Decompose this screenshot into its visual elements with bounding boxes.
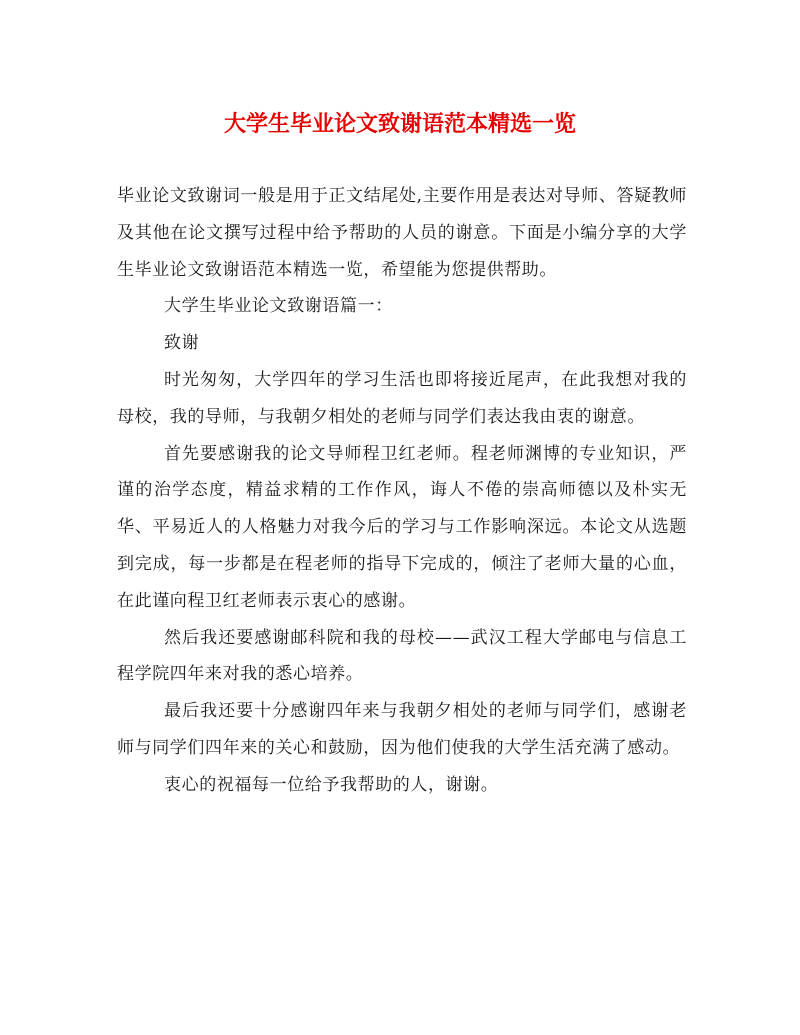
body-paragraph: 然后我还要感谢邮科院和我的母校——武汉工程大学邮电与信息工程学院四年来对我的悉心培养。: [117, 627, 687, 685]
section-heading: 大学生毕业论文致谢语篇一：: [164, 296, 393, 317]
intro-paragraph: 毕业论文致谢词一般是用于正文结尾处,主要作用是表达对导师、答疑教师及其他在论文撰写过程中给予帮助的人员的谢意。下面是小编分享的大学生毕业论文致谢语范本精选一览，希望能为您提供帮助。: [117, 186, 687, 280]
document-title: 大学生毕业论文致谢语范本精选一览: [223, 111, 576, 137]
acknowledgement-heading: 致谢: [164, 333, 200, 354]
body-paragraph: 最后我还要十分感谢四年来与我朝夕相处的老师与同学们，感谢老师与同学们四年来的关心和鼓励，因为他们使我的大学生活充满了感动。: [117, 701, 687, 758]
body-paragraph: 时光匆匆，大学四年的学习生活也即将接近尾声，在此我想对我的母校，我的导师，与我朝夕相处的老师与同学们表达我由衷的谢意。: [117, 369, 687, 427]
body-paragraph: 首先要感谢我的论文导师程卫红老师。程老师渊博的专业知识，严谨的治学态度，精益求精的工作作风，诲人不倦的崇高师德以及朴实无华、平易近人的人格魅力对我今后的学习与工作影响深远。本论文从选题到完成，每一步都是在程老师的指导下完成的，倾注了老师大量的心血，在此谨向程卫红老师表示衷心的感谢。: [117, 443, 687, 611]
document-body: [117, 178, 687, 804]
closing-paragraph: 衷心的祝福每一位给予我帮助的人，谢谢。: [164, 774, 499, 795]
